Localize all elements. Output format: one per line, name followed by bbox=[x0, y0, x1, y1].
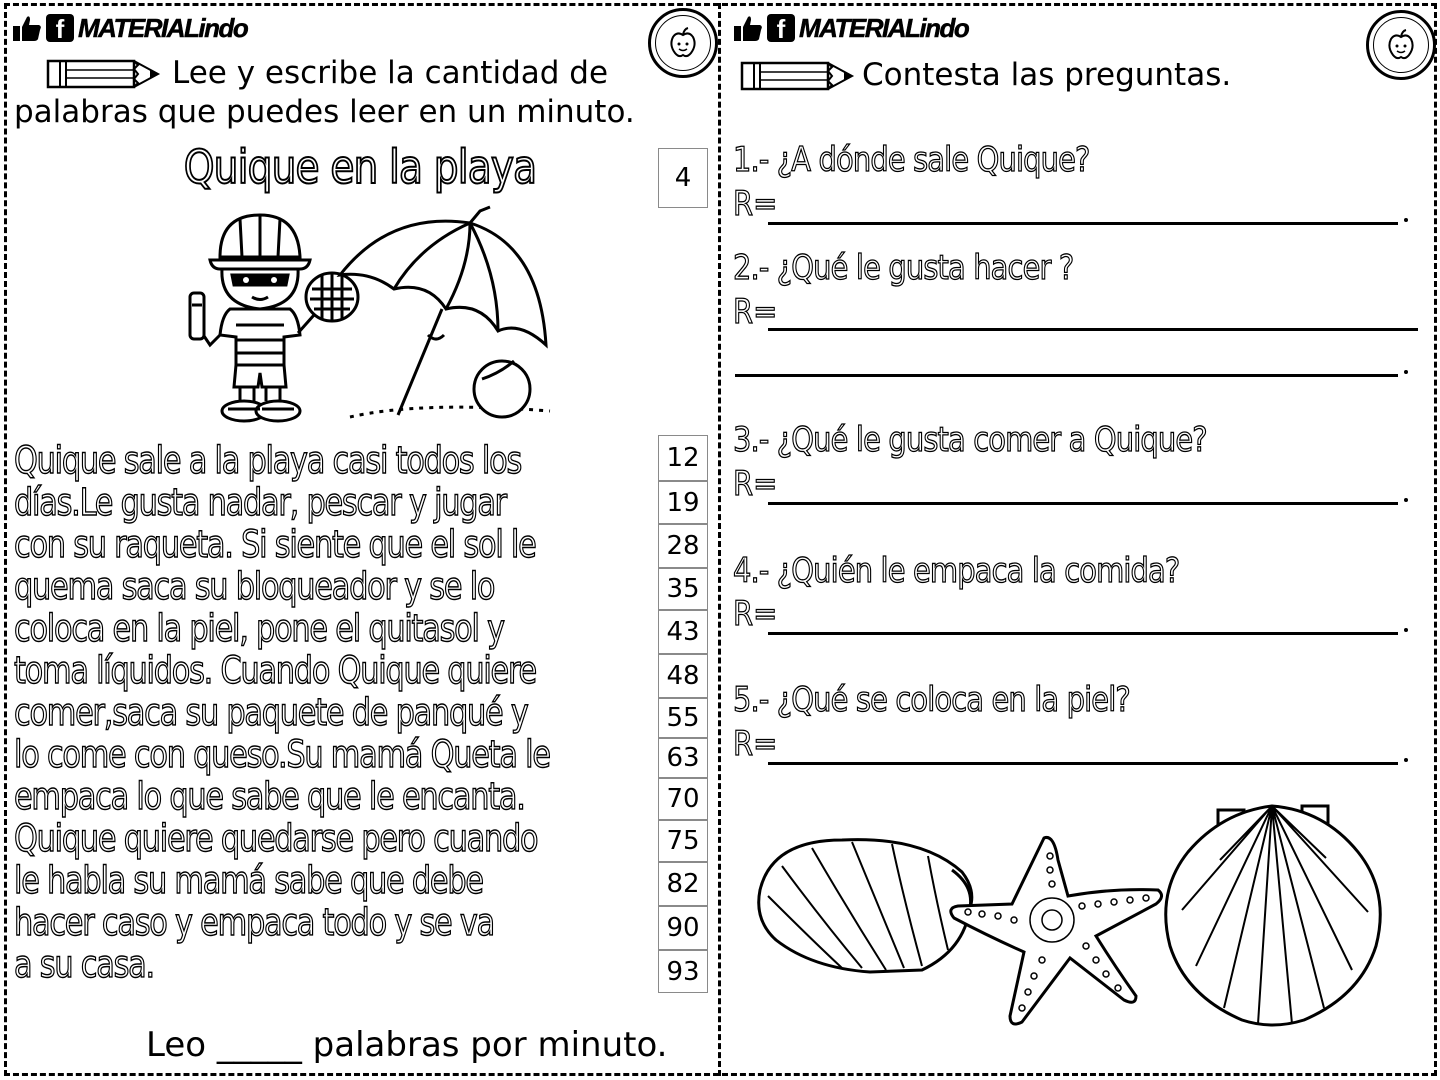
brand-logo-left bbox=[12, 8, 247, 48]
word-count-cell: 75 bbox=[658, 820, 708, 862]
period-dot bbox=[1404, 218, 1408, 222]
word-count-cell: 70 bbox=[658, 778, 708, 820]
instruction-line-1: Lee y escribe la cantidad de bbox=[172, 55, 609, 91]
word-count-cell: 82 bbox=[658, 862, 708, 906]
period-dot bbox=[1404, 628, 1408, 632]
answer-line[interactable] bbox=[768, 762, 1398, 765]
page-divider bbox=[718, 3, 721, 1076]
answer-line[interactable] bbox=[735, 374, 1398, 377]
answer-prefix: R= bbox=[733, 724, 778, 764]
pencil-icon bbox=[46, 57, 164, 91]
word-count-cell: 12 bbox=[658, 435, 708, 481]
thumbs-up-icon bbox=[733, 14, 763, 42]
story-title: Quique en la playa bbox=[183, 140, 537, 194]
reading-line: toma líquidos. Cuando Quique quiere bbox=[14, 649, 536, 692]
thumbs-up-icon bbox=[12, 14, 42, 42]
reading-line: lo come con queso.Su mamá Queta le bbox=[14, 733, 550, 776]
seashell-illustration bbox=[1166, 806, 1381, 1025]
question-5: 5.- ¿Qué se coloca en la piel? bbox=[733, 680, 1130, 720]
questions-instructions bbox=[740, 56, 1231, 95]
words-per-minute-line: Leo _____ palabras por minuto. bbox=[146, 1025, 668, 1065]
word-count-cell: 19 bbox=[658, 481, 708, 524]
starfish-illustration bbox=[951, 837, 1162, 1024]
word-count-cell: 28 bbox=[658, 524, 708, 568]
answer-prefix: R= bbox=[733, 184, 778, 224]
pencil-icon bbox=[740, 59, 858, 93]
word-count-cell: 55 bbox=[658, 698, 708, 738]
answer-prefix: R= bbox=[733, 292, 778, 332]
word-count-cell: 48 bbox=[658, 654, 708, 698]
seashells-illustration bbox=[752, 800, 1392, 1035]
boy-with-racket-illustration bbox=[190, 215, 358, 421]
beach-illustration bbox=[180, 205, 560, 437]
question-3: 3.- ¿Qué le gusta comer a Quique? bbox=[733, 420, 1207, 460]
reading-line: quema saca su bloqueador y se lo bbox=[14, 565, 495, 608]
answer-line[interactable] bbox=[768, 502, 1398, 505]
reading-line: empaca lo que sabe que le encanta. bbox=[14, 775, 525, 818]
seashell-illustration bbox=[759, 840, 972, 972]
instruction-text: Contesta las preguntas. bbox=[862, 57, 1232, 93]
answer-prefix: R= bbox=[733, 464, 778, 504]
question-1: 1.- ¿A dónde sale Quique? bbox=[733, 140, 1090, 180]
reading-line: comer,saca su paquete de panqué y bbox=[14, 691, 528, 734]
question-4: 4.- ¿Quién le empaca la comida? bbox=[733, 551, 1180, 591]
apple-seal-icon bbox=[648, 8, 718, 78]
instruction-line-2: palabras que puedes leer en un minuto. bbox=[14, 94, 635, 130]
reading-passage bbox=[14, 440, 654, 986]
brand-name: MATERIALindo bbox=[799, 12, 969, 43]
word-count-cell: 35 bbox=[658, 568, 708, 610]
word-count-cell: 43 bbox=[658, 610, 708, 654]
title-word-count: 4 bbox=[658, 148, 708, 208]
facebook-icon: f bbox=[46, 14, 74, 42]
period-dot bbox=[1404, 370, 1408, 374]
answer-line[interactable] bbox=[768, 632, 1398, 635]
reading-line: le habla su mamá sabe que debe bbox=[14, 859, 483, 902]
facebook-icon: f bbox=[767, 14, 795, 42]
answer-line[interactable] bbox=[768, 222, 1398, 225]
brand-logo-right bbox=[733, 8, 968, 48]
word-count-cell: 63 bbox=[658, 738, 708, 778]
period-dot bbox=[1404, 498, 1408, 502]
reading-line: días.Le gusta nadar, pescar y jugar bbox=[14, 481, 506, 524]
period-dot bbox=[1404, 758, 1408, 762]
brand-name: MATERIALindo bbox=[78, 12, 248, 43]
reading-instructions bbox=[14, 54, 635, 132]
beach-ball-illustration bbox=[474, 361, 530, 417]
question-2: 2.- ¿Qué le gusta hacer ? bbox=[733, 248, 1074, 288]
reading-line: con su raqueta. Si siente que el sol le bbox=[14, 523, 536, 566]
reading-line: Quique quiere quedarse pero cuando bbox=[14, 817, 538, 860]
reading-line: Quique sale a la playa casi todos los bbox=[14, 439, 522, 482]
reading-line: coloca en la piel, pone el quitasol y bbox=[14, 607, 504, 650]
reading-line: hacer caso y empaca todo y se va bbox=[14, 901, 494, 944]
apple-seal-icon bbox=[1366, 10, 1436, 80]
answer-prefix: R= bbox=[733, 594, 778, 634]
word-count-cell: 90 bbox=[658, 906, 708, 950]
answer-line[interactable] bbox=[768, 328, 1418, 331]
reading-line: a su casa. bbox=[14, 943, 154, 986]
word-count-cell: 93 bbox=[658, 950, 708, 993]
